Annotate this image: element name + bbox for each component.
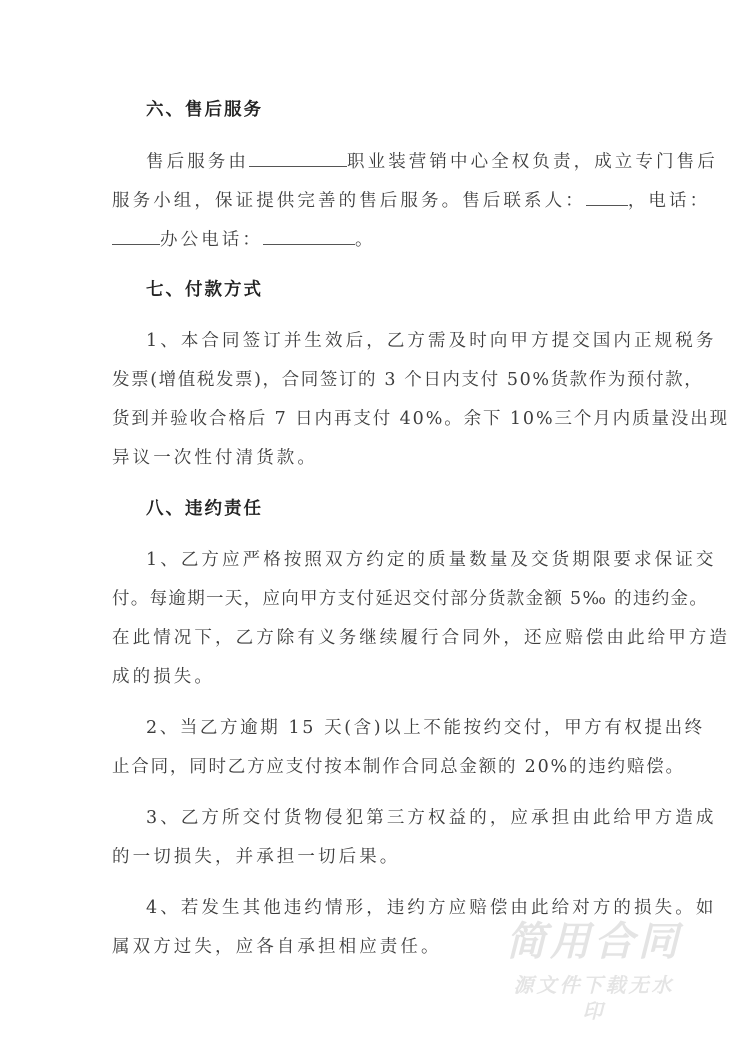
text-segment: 。 [355,230,376,250]
paragraph-line: 货到并验收合格后 7 日内再支付 40%。余下 10%三个月内质量没出现 [112,409,730,429]
watermark [504,920,684,1024]
paragraph-line: 异议一次性付清货款。 [112,448,318,468]
blank-field-office-phone[interactable] [263,228,355,245]
text-segment: 售后服务由 [146,152,249,172]
blank-field-contact[interactable] [586,189,628,206]
paragraph-line: 3、乙方所交付货物侵犯第三方权益的，应承担由此给甲方造成 [146,808,717,828]
paragraph-line [146,150,718,173]
paragraph-line: 2、当乙方逾期 15 天(含)以上不能按约交付，甲方有权提出终 [146,718,705,738]
paragraph-line: 发票(增值税发票)，合同签订的 3 个日内支付 50%货款作为预付款， [112,370,704,390]
blank-field-phone[interactable] [112,228,160,245]
text-segment: 服务小组，保证提供完善的售后服务。售后联系人： [112,191,586,211]
paragraph-line: 属双方过失，应各自承担相应责任。 [112,937,442,957]
paragraph-line: 止合同，同时乙方应支付按本制作合同总金额的 20%的违约赔偿。 [112,757,685,777]
paragraph-line: 1、本合同签订并生效后，乙方需及时向甲方提交国内正规税务 [146,331,717,351]
paragraph-line: 在此情况下，乙方除有义务继续履行合同外，还应赔偿由此给甲方造 [112,628,730,648]
paragraph-line [112,228,376,251]
section-heading-payment: 七、付款方式 [146,280,263,300]
text-segment: 办公电话： [160,230,263,250]
paragraph-line: 成的损失。 [112,667,215,687]
paragraph-line [112,189,710,212]
blank-field-company[interactable] [249,150,347,167]
paragraph-line: 4、若发生其他违约情形，违约方应赔偿由此给对方的损失。如 [146,898,717,918]
paragraph-line: 付。每逾期一天，应向甲方支付延迟交付部分货款金额 5‰ 的违约金。 [112,589,709,609]
section-heading-after-sales: 六、售后服务 [146,100,263,120]
watermark-tagline: 源文件下载无水印 [513,973,675,1023]
text-segment: ，电话： [627,191,711,211]
text-segment: 职业装营销中心全权负责，成立专门售后 [347,152,718,172]
section-heading-breach: 八、违约责任 [146,499,263,519]
watermark-logo-text: 简用合同 [506,919,682,965]
paragraph-line: 的一切损失，并承担一切后果。 [112,847,401,867]
paragraph-line: 1、乙方应严格按照双方约定的质量数量及交货期限要求保证交 [146,550,717,570]
